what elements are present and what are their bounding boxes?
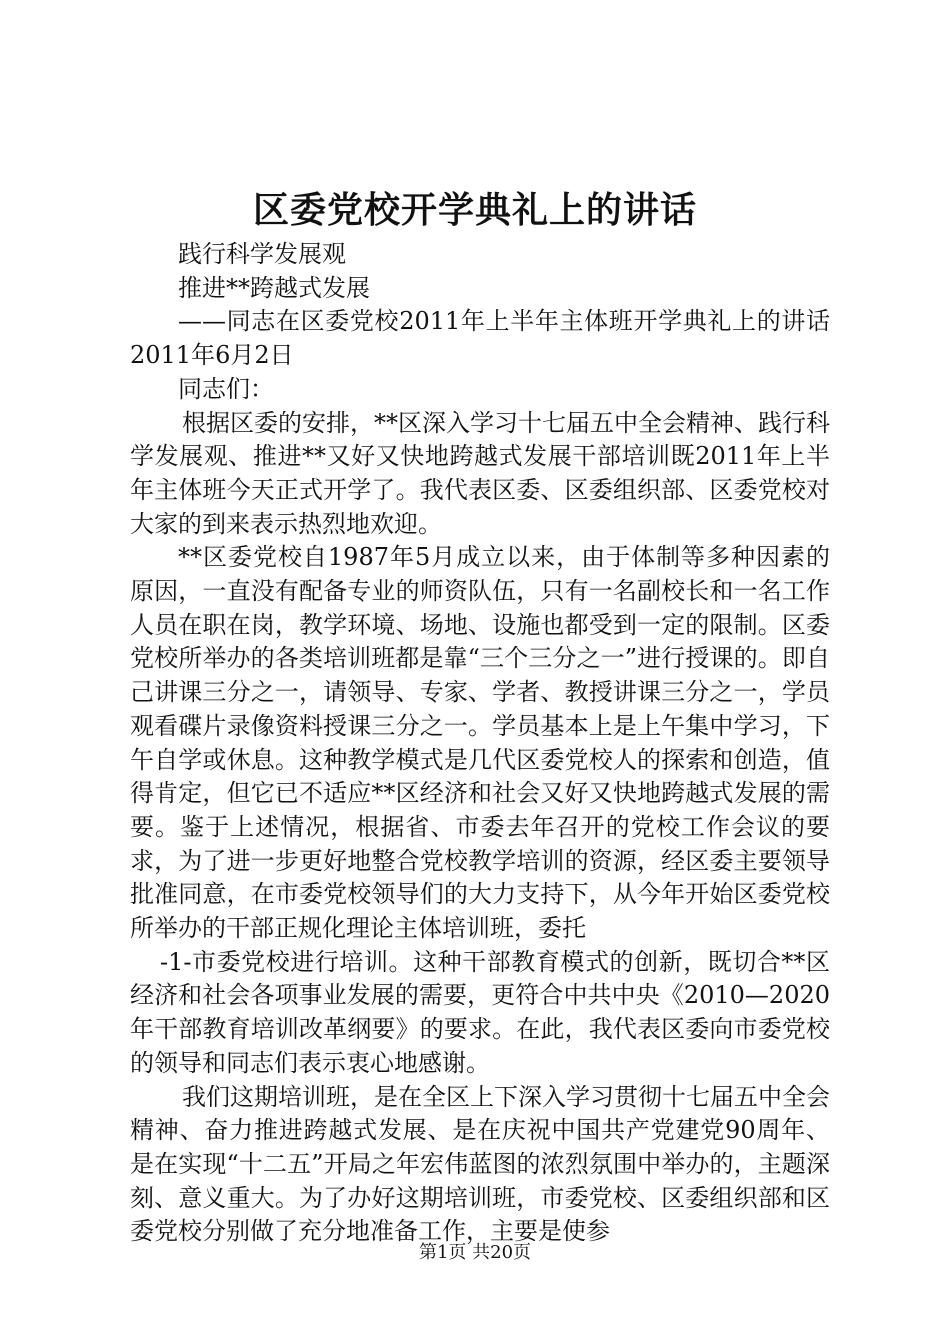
byline: ——同志在区委党校2011年上半年主体班开学典礼上的讲话 2011年6月2日 [130,307,830,370]
document-title: 区委党校开学典礼上的讲话 [252,189,697,231]
salutation: 同志们： [178,374,274,403]
subtitle-line-2: 推进**跨越式发展 [178,273,370,302]
paragraph-2: **区委党校自1987年5月成立以来，由于体制等多种因素的原因，一直没有配备专业的师资队伍，只有一名副校长和一名工作人员在职在岗，教学环境、场地、设施也都受到一定的限制。区委党校所举办的各类培训班都是靠“三个三分之一”进行授课的。即自己讲课三分之一，请领导、专家、学者、教授讲课三分之一，学员观看碟片录像资料授课三分之一。学员基本上是上午集中学习，下午自学或休息。这种教学模式是几代区委党校人的探索和创造，值得肯定，但它已不适应**区经济和社会又好又快地跨越式发展的需要。鉴于上述情况，根据省、市委去年召开的党校工作会议的要求，为了进一步更好地整合党校教学培训的资源，经区委主要领导批准同意，在市委党校领导们的大力支持下，从今年开始区委党校所举办的干部正规化理论主体培训班，委托 [130,543,830,943]
document-body [130,238,830,1249]
subtitle-line-1: 践行科学发展观 [178,240,346,268]
paragraph-3: -1-市委党校进行培训。这种干部教育模式的创新，既切合**区经济和社会各项事业发展的需要，更符合中共中央《2010—2020年干部教育培训改革纲要》的要求。在此，我代表区委向市委党校的领导和同志们表示衷心地感谢。 [130,947,830,1077]
paragraph-4: 我们这期培训班，是在全区上下深入学习贯彻十七届五中全会精神、奋力推进跨越式发展、是在庆祝中国共产党建党90周年、是在实现“十二五”开局之年宏伟蓝图的浓烈氛围中举办的，主题深刻、意义重大。为了办好这期培训班，市委党校、区委组织部和区委党校分别做了充分地准备工作，主要是使参 [130,1082,830,1246]
page-footer: 第1页 共20页 [418,1242,532,1263]
paragraph-1: 根据区委的安排，**区深入学习十七届五中全会精神、践行科学发展观、推进**又好又快地跨越式发展干部培训既2011年上半年主体班今天正式开学了。我代表区委、区委组织部、区委党校对大家的到来表示热烈地欢迎。 [130,408,830,538]
